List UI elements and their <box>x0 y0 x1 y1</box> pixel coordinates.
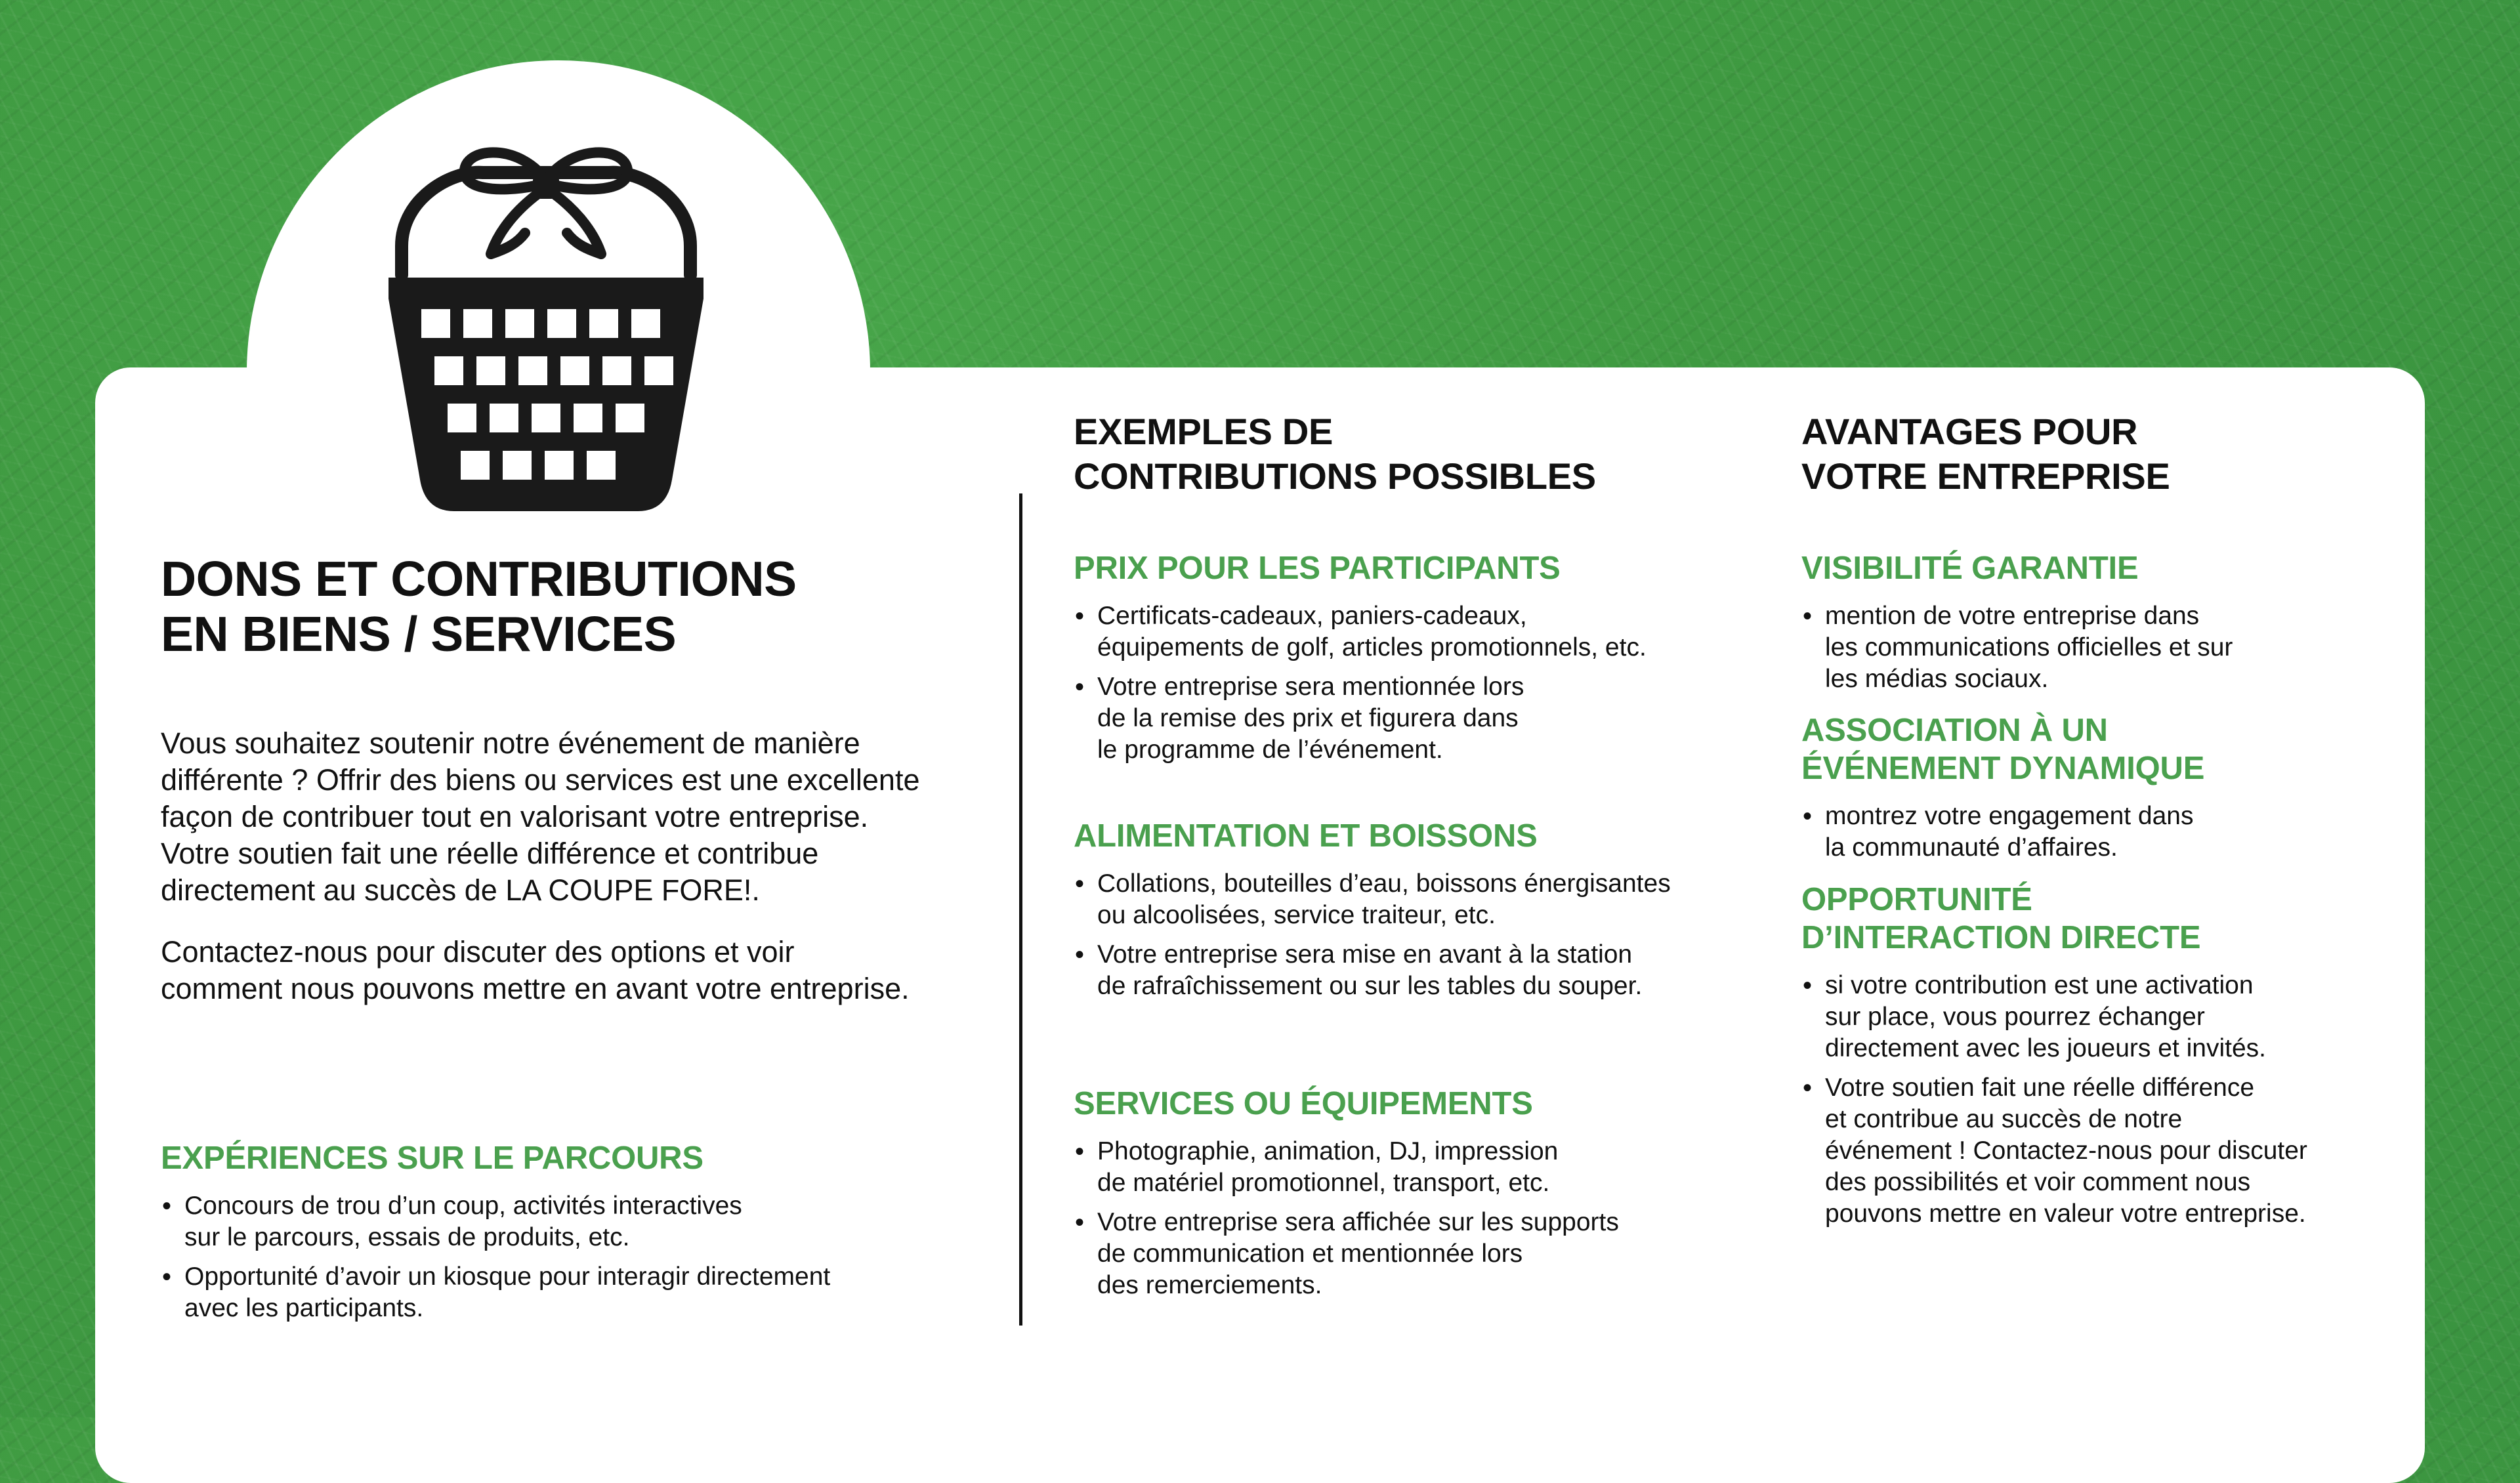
bullet-list <box>161 1190 1014 1324</box>
section-heading: EXPÉRIENCES SUR LE PARCOURS <box>161 1140 704 1176</box>
section-heading: PRIX POUR LES PARTICIPANTS <box>1074 551 1561 586</box>
list-item: • si votre contribution est une activation sur place, vous pourrez échanger directement avec les joueurs et invités. <box>1801 970 2431 1064</box>
experiences-section <box>161 1139 1014 1332</box>
list-item: • Votre soutien fait une réelle différence et contribue au succès de notre événement ! Contactez-nous pour discuter des possibilités et voir comment nous pouvons mettre en valeur votre entreprise. <box>1801 1072 2431 1230</box>
list-item: • Collations, bouteilles d’eau, boissons énergisantes ou alcoolisées, service traiteur, etc. <box>1074 868 1756 931</box>
list-item: • Votre entreprise sera affichée sur les supports de communication et mentionnée lors des remerciements. <box>1074 1207 1756 1301</box>
list-item: • Concours de trou d’un coup, activités interactives sur le parcours, essais de produits, etc. <box>161 1190 1014 1253</box>
right-column <box>1801 409 2392 499</box>
association-section <box>1801 711 2431 871</box>
bullet-list <box>1074 600 1756 766</box>
list-item: • Certificats-cadeaux, paniers-cadeaux, équipements de golf, articles promotionnels, etc. <box>1074 600 1756 663</box>
services-section <box>1074 1085 1756 1309</box>
bullet-list <box>1074 868 1756 1002</box>
left-column <box>161 551 1014 1032</box>
list-item: • mention de votre entreprise dans les communications officielles et sur les médias sociaux. <box>1801 600 2431 695</box>
visibility-section <box>1801 549 2431 703</box>
column-title: EXEMPLES DE CONTRIBUTIONS POSSIBLES <box>1074 411 1596 497</box>
section-heading: OPPORTUNITÉ D’INTERACTION DIRECTE <box>1801 882 2201 955</box>
list-item: • Votre entreprise sera mentionnée lors de la remise des prix et figurera dans le programme de l’événement. <box>1074 671 1756 766</box>
list-item: • Opportunité d’avoir un kiosque pour interagir directement avec les participants. <box>161 1261 1014 1324</box>
interaction-section <box>1801 881 2431 1238</box>
contact-paragraph: Contactez-nous pour discuter des options et voir comment nous pouvons mettre en avant votre entreprise. <box>161 935 910 1005</box>
bullet-list <box>1801 970 2431 1230</box>
section-heading: ASSOCIATION À UN ÉVÉNEMENT DYNAMIQUE <box>1801 713 2205 786</box>
section-heading: SERVICES OU ÉQUIPEMENTS <box>1074 1086 1533 1121</box>
bullet-list <box>1801 600 2431 695</box>
column-title: AVANTAGES POUR VOTRE ENTREPRISE <box>1801 411 2170 497</box>
gift-basket-icon <box>388 141 704 515</box>
column-divider <box>1019 493 1022 1326</box>
intro-paragraph: Vous souhaitez soutenir notre événement de manière différente ? Offrir des biens ou services est une excellente façon de contribuer tout en valorisant votre entreprise. Votre soutien fait une réelle différence et contribue directement au succès de LA COUPE FORE!. <box>161 726 920 907</box>
list-item: • montrez votre engagement dans la communauté d’affaires. <box>1801 801 2431 864</box>
page-title: DONS ET CONTRIBUTIONS EN BIENS / SERVICES <box>161 551 797 661</box>
section-heading: VISIBILITÉ GARANTIE <box>1801 551 2139 586</box>
list-item: • Photographie, animation, DJ, impression de matériel promotionnel, transport, etc. <box>1074 1136 1756 1199</box>
bullet-list <box>1074 1136 1756 1301</box>
list-item: • Votre entreprise sera mise en avant à la station de rafraîchissement ou sur les tables du souper. <box>1074 939 1756 1002</box>
bullet-list <box>1801 801 2431 864</box>
middle-column <box>1074 409 1743 499</box>
prizes-section <box>1074 549 1756 774</box>
food-section <box>1074 817 1756 1010</box>
section-heading: ALIMENTATION ET BOISSONS <box>1074 818 1538 854</box>
